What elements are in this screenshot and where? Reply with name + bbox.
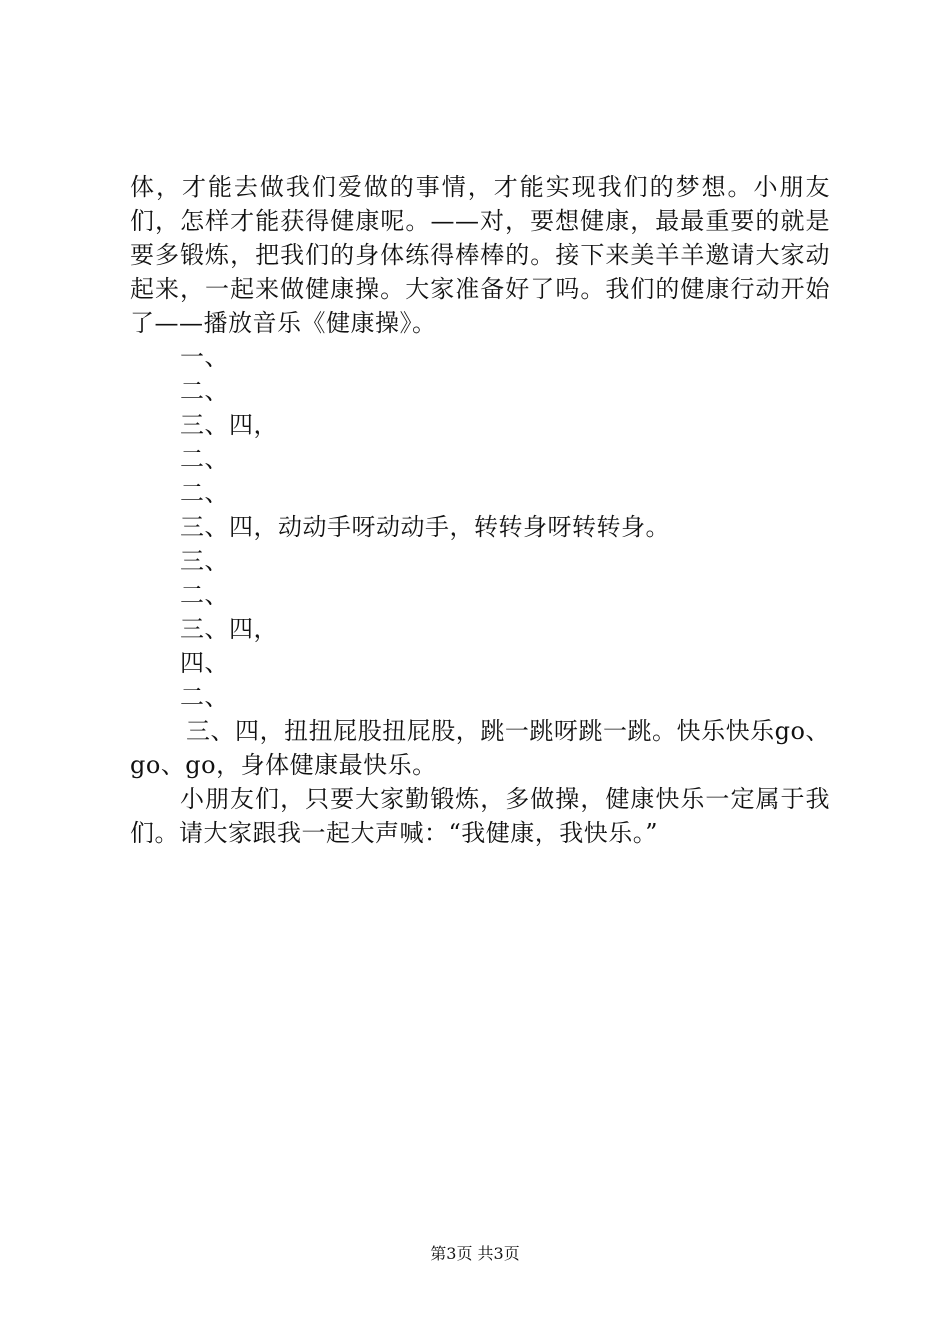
exercise-count-line: 二、 (180, 581, 229, 609)
exercise-count-line: 二、 (180, 683, 229, 711)
exercise-count-line: 三、四， (180, 411, 278, 439)
exercise-count-line: 二、 (180, 479, 229, 507)
document-body (130, 170, 830, 850)
exercise-count-line: 二、 (180, 445, 229, 473)
exercise-count-line: 二、 (180, 377, 229, 405)
page-number-label: 第3页 共3页 (430, 1244, 520, 1263)
exercise-count-line: 四、 (180, 649, 229, 677)
paragraph-exercise-ending: 三、四，扭扭屁股扭屁股，跳一跳呀跳一跳。快乐快乐go、go、go，身体健康最快乐。 (130, 717, 830, 779)
exercise-count-line: 一、 (180, 343, 229, 371)
page-footer (0, 1243, 950, 1265)
exercise-count-line: 三、 (180, 547, 229, 575)
exercise-count-line: 三、四， (180, 615, 278, 643)
exercise-count-line: 三、四，动动手呀动动手，转转身呀转转身。 (180, 513, 670, 541)
paragraph-intro: 体，才能去做我们爱做的事情，才能实现我们的梦想。小朋友们，怎样才能获得健康呢。——对，要想健康，最最重要的就是要多锻炼，把我们的身体练得棒棒的。接下来美羊羊邀请大家动起来，一起来做健康操。大家准备好了吗。我们的健康行动开始了——播放音乐《健康操》。 (130, 173, 830, 337)
paragraph-closing: 小朋友们，只要大家勤锻炼，多做操，健康快乐一定属于我们。请大家跟我一起大声喊：“我健康，我快乐。” (130, 785, 830, 847)
